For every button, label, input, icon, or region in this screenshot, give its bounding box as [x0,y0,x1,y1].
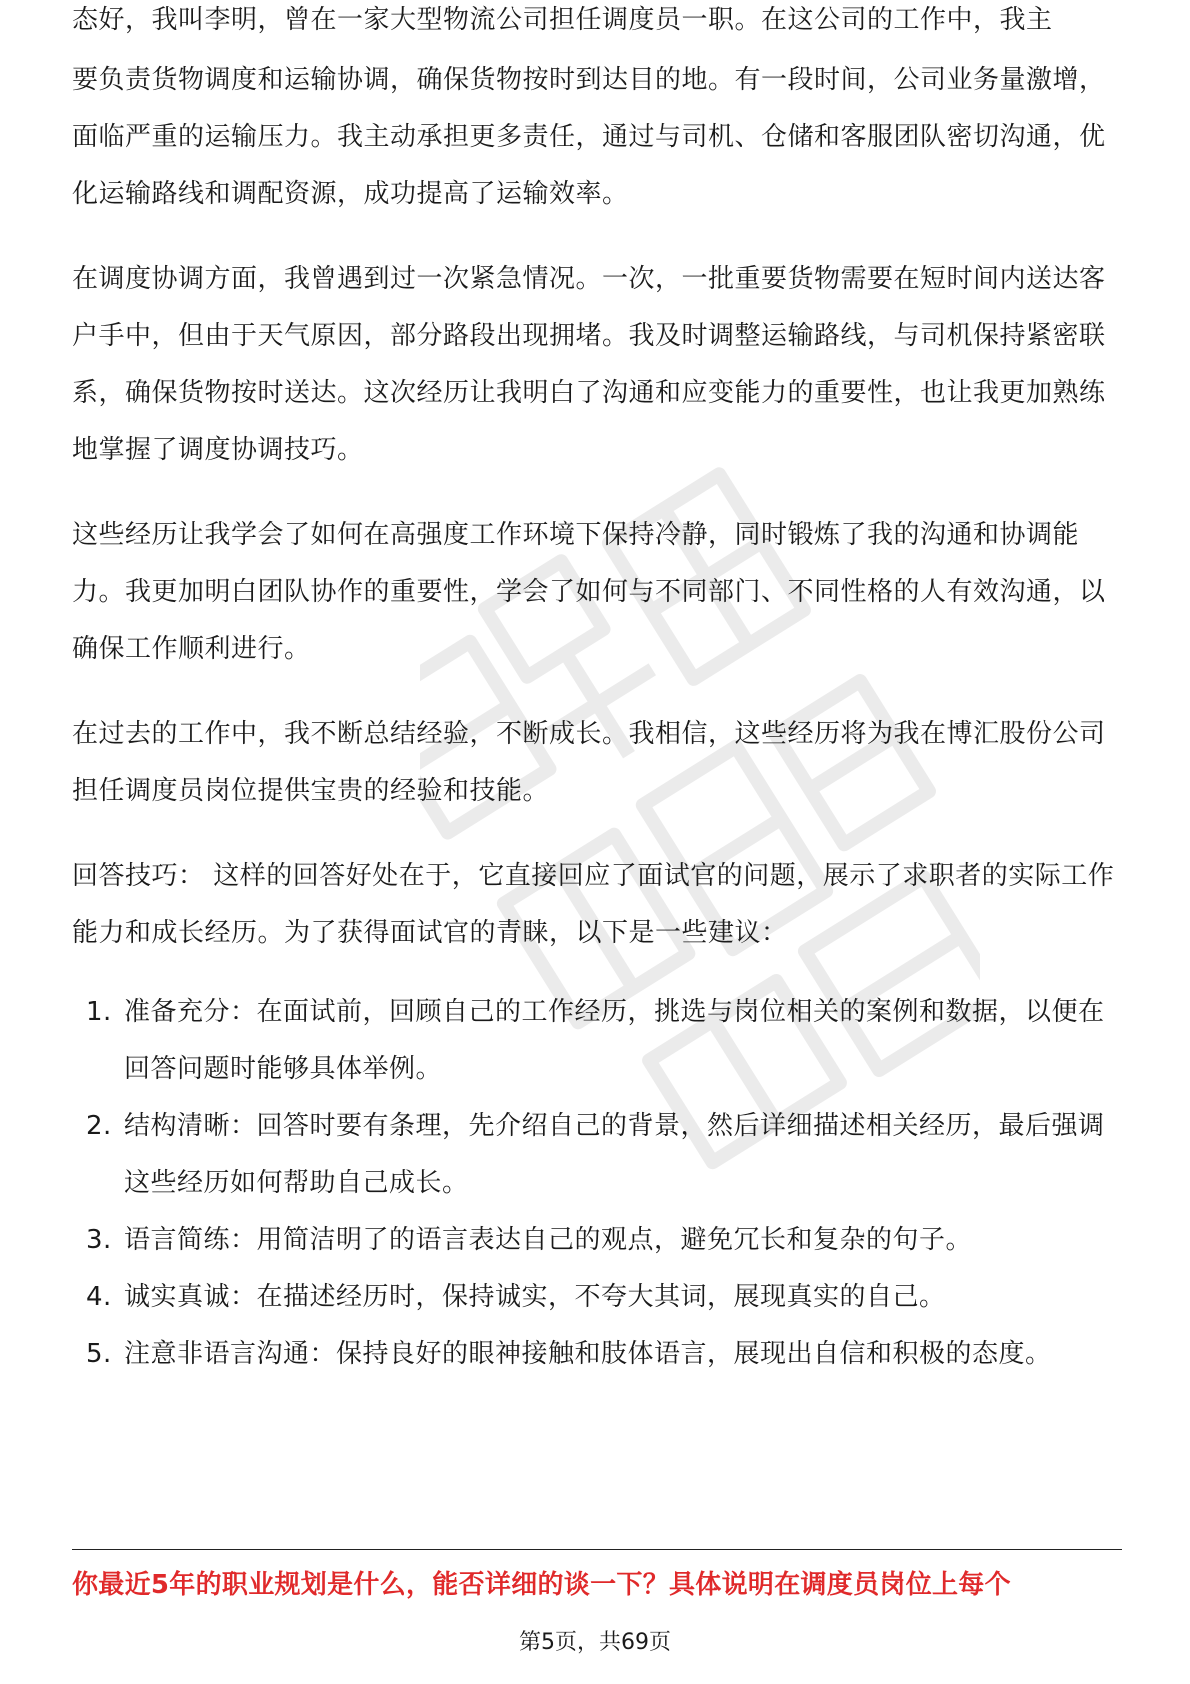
cut-off-line-container [72,0,1122,52]
section-divider [72,1549,1122,1550]
answer-tips-intro: 回答技巧： 这样的回答好处在于，它直接回应了面试官的问题，展示了求职者的实际工作能力和成长经历。为了获得面试官的青睐，以下是一些建议： [72,861,1115,948]
document-body [72,5,1122,1383]
list-item-text: 语言简练：用简洁明了的语言表达自己的观点，避免冗长和复杂的句子。 [124,1225,973,1255]
list-item [72,1326,1122,1383]
list-item-text: 注意非语言沟通：保持良好的眼神接触和肢体语言，展现出自信和积极的态度。 [124,1339,1052,1369]
next-question-heading: 你最近5年的职业规划是什么，能否详细的谈一下？具体说明在调度员岗位上每个 [72,1570,1011,1600]
list-item-text: 诚实真诚：在描述经历时，保持诚实，不夸大其词，展现真实的自己。 [124,1282,946,1312]
list-item [72,984,1122,1098]
paragraph-4: 在过去的工作中，我不断总结经验，不断成长。我相信，这些经历将为我在博汇股份公司担任调度员岗位提供宝贵的经验和技能。 [72,719,1106,806]
list-item [72,1212,1122,1269]
cut-off-text-line: 态好，我叫李明，曾在一家大型物流公司担任调度员一职。在这公司的工作中，我主 [72,5,1053,35]
paragraph-2: 在调度协调方面，我曾遇到过一次紧急情况。一次，一批重要货物需要在短时间内送达客户手中，但由于天气原因，部分路段出现拥堵。我及时调整运输路线，与司机保持紧密联系，确保货物按时送达。这次经历让我明白了沟通和应变能力的重要性，也让我更加熟练地掌握了调度协调技巧。 [72,264,1106,465]
paragraph-1: 要负责货物调度和运输协调，确保货物按时到达目的地。有一段时间，公司业务量激增，面临严重的运输压力。我主动承担更多责任，通过与司机、仓储和客服团队密切沟通，优化运输路线和调配资源，成功提高了运输效率。 [72,65,1106,209]
list-item-text: 结构清晰：回答时要有条理，先介绍自己的背景，然后详细描述相关经历，最后强调这些经历如何帮助自己成长。 [124,1111,1105,1198]
list-item-text: 准备充分：在面试前，回顾自己的工作经历，挑选与岗位相关的案例和数据，以便在回答问题时能够具体举例。 [124,997,1105,1084]
list-item-number: 5. [86,1339,112,1369]
paragraph-3: 这些经历让我学会了如何在高强度工作环境下保持冷静，同时锻炼了我的沟通和协调能力。我更加明白团队协作的重要性，学会了如何与不同部门、不同性格的人有效沟通，以确保工作顺利进行。 [72,520,1106,664]
page-number: 第5页，共69页 [519,1630,671,1655]
list-item-number: 3. [86,1225,112,1255]
list-item-number: 4. [86,1282,112,1312]
list-item [72,1269,1122,1326]
list-item-number: 2. [86,1111,112,1141]
list-item [72,1098,1122,1212]
tips-list [72,984,1122,1383]
list-item-number: 1. [86,997,112,1027]
